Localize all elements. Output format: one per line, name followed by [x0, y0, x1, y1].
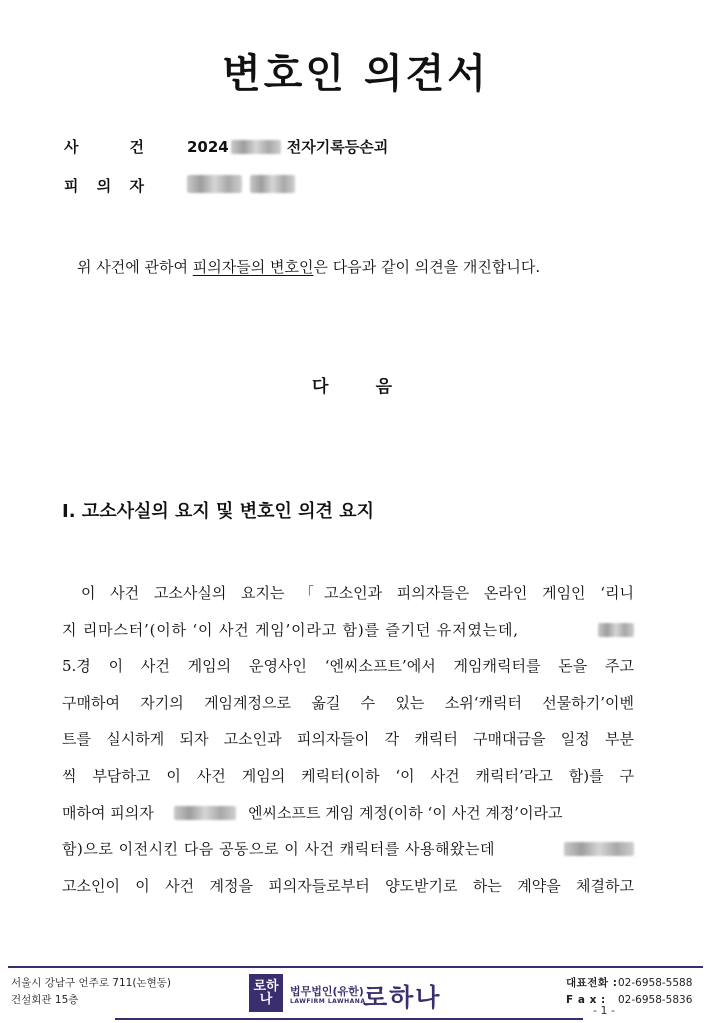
footer-address [11, 975, 171, 1009]
address-line: 건설회관 15층 [11, 994, 79, 1006]
body-line [62, 692, 634, 729]
body-line-text: 이 사건 고소사실의 요지는 「고소인과 피의자들은 온라인 게임인 ‘리니 [81, 584, 634, 602]
phone-row [566, 975, 692, 992]
body-line-text-part: 엔씨소프트 게임 계정(이하 ‘이 사건 계정’이라고 [248, 803, 563, 822]
suspect-value [187, 175, 295, 193]
intro-text-before: 위 사건에 관하여 [77, 258, 193, 276]
document-title: 변호인 의견서 [222, 51, 489, 97]
redacted-suspect-name [187, 175, 242, 193]
intro-text-after: 은 다음과 같이 의견을 개진합니다. [313, 258, 541, 276]
phone-label: 대표전화 : [566, 977, 618, 989]
body-line-text: 트를 실시하게 되자 고소인과 피의자들이 각 캐릭터 구매대금을 일정 부분 [62, 730, 634, 749]
phone-number: 02-6958-5588 [618, 977, 693, 989]
body-line [62, 765, 634, 802]
suspect-label [64, 175, 144, 196]
case-label [64, 136, 144, 157]
firm-english-name: LAWFIRM LAWHANA [290, 998, 366, 1005]
firm-name: 법무법인(유한) [290, 985, 364, 998]
footer-divider [115, 1018, 583, 1020]
body-line [62, 802, 634, 839]
case-label-char: 사 [64, 138, 79, 156]
redacted-date [598, 623, 634, 637]
body-line [62, 619, 634, 656]
footer-divider [8, 966, 703, 968]
case-value [187, 136, 388, 157]
body-paragraph [62, 582, 634, 911]
body-line-text: 지 리마스터’(이하 ‘이 사건 게임’이라고 함)를 즐기던 유저였는데, [62, 620, 519, 639]
redacted-text [564, 842, 634, 856]
body-line [62, 582, 634, 619]
suspect-label-char: 의 [96, 177, 112, 195]
page-number: - 1 - [593, 1004, 615, 1017]
fax-number: 02-6958-5836 [618, 994, 693, 1006]
body-line-text: 구매하여 자기의 게임계정으로 옮길 수 있는 소위‘캐릭터 선물하기’이벤 [62, 693, 634, 712]
section-marker-char: 음 [375, 377, 392, 397]
suspect-label-char: 피 [64, 177, 79, 195]
section-marker-char: 다 [312, 377, 329, 397]
body-line-text: 씩 부담하고 이 사건 게임의 케릭터(이하 ‘이 사건 캐릭터’라고 함)를 구 [62, 766, 634, 785]
fax-row [566, 992, 692, 1009]
address-line: 서울시 강남구 언주로 711(논현동) [11, 977, 171, 989]
body-line [62, 655, 634, 692]
suspect-label-char: 자 [129, 177, 144, 195]
intro-sentence [77, 256, 540, 277]
firm-brand: 로하나 [363, 983, 442, 1012]
body-line-text-part: 매하여 피의자 [62, 803, 154, 822]
body-line-text: 고소인이 이 사건 계정을 피의자들로부터 양도받기로 하는 계약을 체결하고 [62, 876, 634, 895]
case-label-char: 건 [129, 138, 144, 156]
firm-logo: 로하나 [249, 974, 283, 1012]
body-line [62, 838, 634, 875]
footer-contact [566, 975, 692, 1009]
case-number-prefix: 2024 [187, 137, 229, 156]
section-heading: I. 고소사실의 요지 및 변호인 의견 요지 [62, 501, 374, 522]
body-line [62, 728, 634, 765]
section-marker [312, 372, 392, 397]
redacted-case-number [231, 140, 281, 154]
body-line-text: 함)으로 이전시킨 다음 공동으로 이 사건 캐릭터를 사용해왔는데 [62, 840, 495, 859]
redacted-suspect-name [174, 806, 236, 820]
body-line-text: 5.경 이 사건 게임의 운영사인 ‘엔씨소프트’에서 게임캐릭터를 돈을 주고 [62, 657, 634, 676]
redacted-suspect-name [250, 175, 295, 193]
intro-underlined-text: 피의자들의 변호인 [192, 258, 314, 276]
body-line [62, 875, 634, 912]
case-name: 전자기록등손괴 [286, 138, 389, 156]
fax-label: F a x : [566, 994, 606, 1006]
